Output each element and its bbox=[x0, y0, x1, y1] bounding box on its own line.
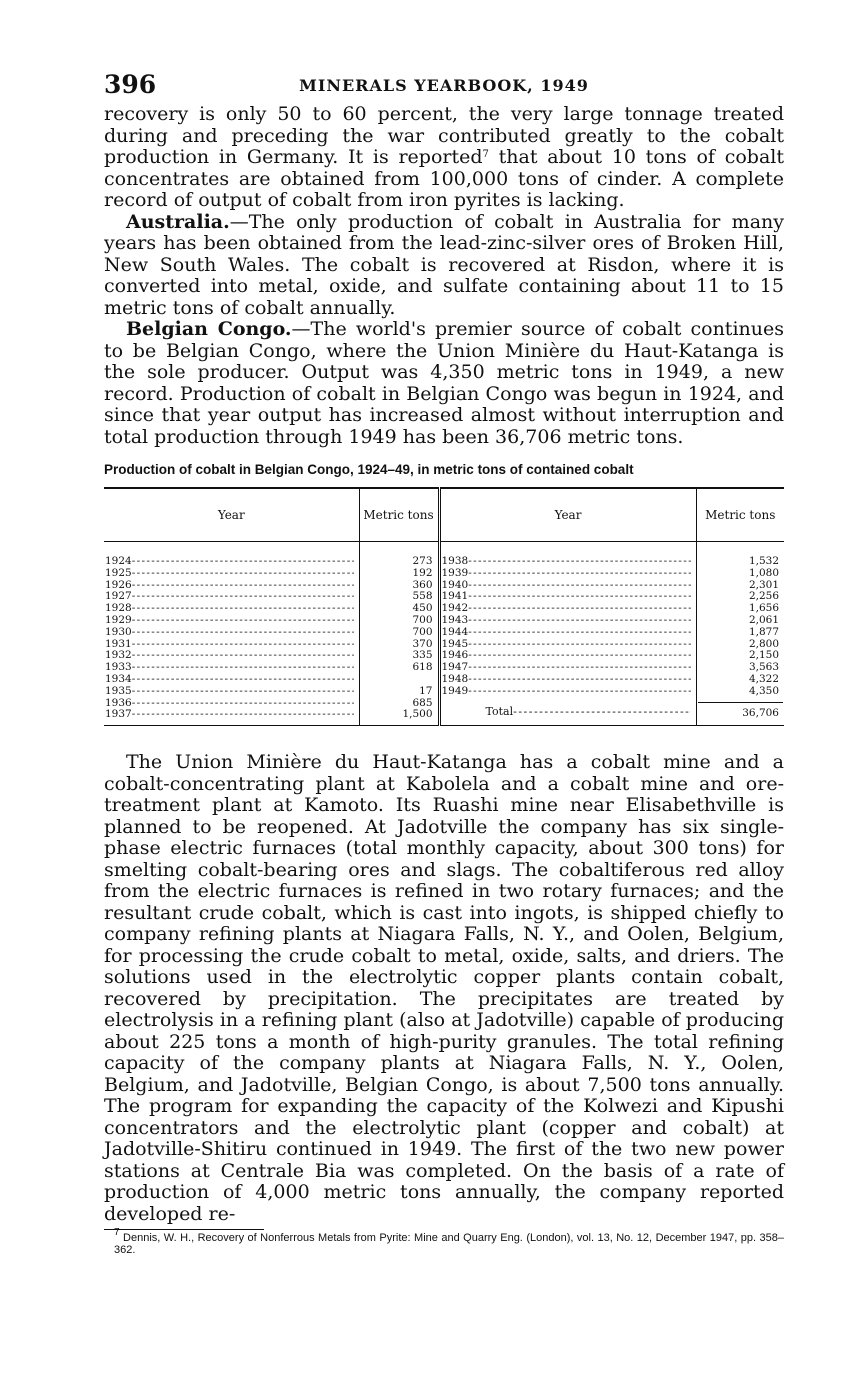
table-cell: 558 bbox=[412, 590, 433, 603]
table-row: 1949 - - - bbox=[442, 686, 695, 698]
running-title: MINERALS YEARBOOK, 1949 bbox=[299, 76, 589, 95]
total-value: 36,706 bbox=[698, 702, 784, 720]
table-row: 1939 - - - bbox=[442, 568, 695, 580]
table-row: 1946 - - - bbox=[442, 650, 695, 662]
table-row: 1948 - - - bbox=[442, 674, 695, 686]
table-row: 1933 - - - bbox=[105, 662, 358, 674]
table-header-row bbox=[104, 488, 784, 542]
cobalt-production-table bbox=[104, 487, 784, 726]
footnote-divider bbox=[104, 1229, 264, 1230]
page-header bbox=[104, 70, 784, 104]
document-page bbox=[104, 70, 784, 1256]
table-cell: 2,800 bbox=[748, 637, 779, 650]
column-header-metric-tons: Metric tons bbox=[696, 488, 784, 542]
table-row: 1937 - - - bbox=[105, 709, 358, 721]
table-cell: 4,322 bbox=[748, 672, 779, 685]
table-row: 1932 - - - bbox=[105, 650, 358, 662]
paragraph-belgian-congo: Belgian Congo.—The world's premier source of cobalt continues to be Belgian Congo, where the Union Minière du Haut-Katanga is the sole producer. Output was 4,350 metric tons in 1949, a new record. Production of cobalt in Belgian Congo was begun in 1924, and since that year output has increased almost without interruption and total production through 1949 has been 36,706 metric tons. bbox=[104, 318, 784, 448]
table-row: 1941 - - - bbox=[442, 591, 695, 603]
right-value-column bbox=[696, 542, 784, 726]
section-heading-belgian-congo: Belgian Congo. bbox=[126, 318, 292, 340]
table-cell: 1,656 bbox=[748, 602, 779, 615]
table-row: 1935 - - - bbox=[105, 686, 358, 698]
column-header-year: Year bbox=[439, 488, 696, 542]
left-value-column bbox=[359, 542, 439, 726]
table-cell: 335 bbox=[412, 649, 433, 662]
table-body-row bbox=[104, 542, 784, 726]
right-year-column bbox=[439, 542, 696, 726]
table-row: 1928 - - - bbox=[105, 603, 358, 615]
table-row: 1929 - - - bbox=[105, 615, 358, 627]
table-caption: Production of cobalt in Belgian Congo, 1924–49, in metric tons of contained cobalt bbox=[104, 462, 634, 477]
table-cell: 370 bbox=[412, 637, 433, 650]
table-cell: 192 bbox=[412, 566, 433, 579]
table-row: 1942 - - - bbox=[442, 603, 695, 615]
table-row: 1931 - - - bbox=[105, 639, 358, 651]
table-row: 1945 - - - bbox=[442, 639, 695, 651]
total-row bbox=[442, 706, 695, 718]
table-row: 1926 - - - bbox=[105, 580, 358, 592]
paragraph-australia: Australia.—The only production of cobalt in Australia for many years has been obtained from the lead-zinc-silver ores of Broken Hill, New South Wales. The cobalt is recovered at Risdon, where it is converted into metal, oxide, and sulfate containing about 11 to 15 metric tons of cobalt annually. bbox=[104, 210, 784, 319]
table-cell: 2,256 bbox=[748, 590, 779, 603]
table-cell-empty bbox=[361, 674, 437, 686]
paragraph-union-miniere: The Union Minière du Haut-Katanga has a cobalt mine and a cobalt-concentrating plant at Kabolela and a cobalt mine and ore-treatment plant at Kamoto. Its Ruashi mine near Elisabethville is planned to be reopened. At Jadotville the company has six single-phase electric furnaces (total monthly capacity, about 300 tons) for smelting cobalt-bearing ores and slags. The cobaltiferous red alloy from the electric furnaces is refined in two rotary furnaces; and the resultant crude cobalt, which is cast into ingots, is shipped chiefly to company refining plants at Niagara Falls, N. Y., and Oolen, Belgium, for processing the crude cobalt to metal, oxide, salts, and driers. The solutions used in the electrolytic copper plants contain cobalt, recovered by precipitation. The precipitates are treated by electrolysis in a refining plant (also at Jadotville) capable of producing about 225 tons a month of high-purity granules. The total refining capacity of the company plants at Niagara Falls, N. Y., Oolen, Belgium, and Jadotville, Belgian Congo, is about 7,500 tons annually. The program for expanding the capacity of the Kolwezi and Kipushi concentrators and the electrolytic plant (copper and cobalt) at Jadotville-Shitiru continued in 1949. The first of the two new power stations at Centrale Bia was completed. On the basis of a rate of production of 4,000 metric tons annually, the company reported developed re- bbox=[104, 751, 784, 1225]
total-label: Total bbox=[485, 705, 514, 718]
table-cell: 700 bbox=[412, 613, 433, 626]
table-row: 1938 - - - bbox=[442, 556, 695, 568]
table-cell: 273 bbox=[412, 555, 433, 567]
footnote bbox=[104, 1227, 784, 1257]
table-cell: 1,877 bbox=[748, 625, 779, 638]
table-cell: 618 bbox=[412, 661, 433, 674]
table-row: 1936 - - - bbox=[105, 698, 358, 710]
table-row: 1944 - - - bbox=[442, 627, 695, 639]
table-row: 1927 - - - bbox=[105, 591, 358, 603]
table-cell: 450 bbox=[412, 602, 433, 615]
table-cell: 1,080 bbox=[748, 566, 779, 579]
table-cell: 2,150 bbox=[748, 649, 779, 662]
table-row: 1924 - - - bbox=[105, 556, 358, 568]
paragraph-pyrites: recovery is only 50 to 60 percent, the very large tonnage treated during and preceding the war contributed greatly to the cobalt production in Germany. It is reported$^7$ that about 10 tons of cobalt concentrates are obtained from 100,000 tons of cinder. A complete record of output of cobalt from iron pyrites is lacking. bbox=[104, 103, 784, 211]
table-cell: 2,061 bbox=[748, 613, 779, 626]
table-cell: 3,563 bbox=[748, 661, 779, 674]
table-cell: 360 bbox=[412, 578, 433, 591]
table-row: 1934 - - - bbox=[105, 674, 358, 686]
table-cell: 685 bbox=[412, 696, 433, 709]
table-cell: 1,532 bbox=[748, 555, 779, 567]
column-header-year: Year bbox=[104, 488, 359, 542]
column-header-metric-tons: Metric tons bbox=[359, 488, 439, 542]
table-row: 1947 - - - bbox=[442, 662, 695, 674]
table-cell: 2,301 bbox=[748, 578, 779, 591]
footnote-marker: 7 bbox=[114, 1227, 120, 1239]
table-cell: 1,500 bbox=[402, 708, 433, 721]
table-row: 1930 - - - bbox=[105, 627, 358, 639]
footnote-ref[interactable]: 7 bbox=[482, 149, 489, 160]
table-row: 1940 - - - bbox=[442, 580, 695, 592]
table-cell: 700 bbox=[412, 625, 433, 638]
table-row: 1943 - - - bbox=[442, 615, 695, 627]
table-cell: 17 bbox=[419, 684, 433, 697]
section-heading-australia: Australia. bbox=[126, 210, 230, 233]
table-cell: 4,350 bbox=[748, 684, 779, 697]
table-row: 1925 - - - bbox=[105, 568, 358, 580]
left-year-column bbox=[104, 542, 359, 726]
footnote-text: Dennis, W. H., Recovery of Nonferrous Metals from Pyrite: Mine and Quarry Eng. (London), vol. 13, No. 12, December 1947, pp. 358–362. bbox=[114, 1232, 784, 1257]
page-number: 396 bbox=[104, 70, 157, 99]
